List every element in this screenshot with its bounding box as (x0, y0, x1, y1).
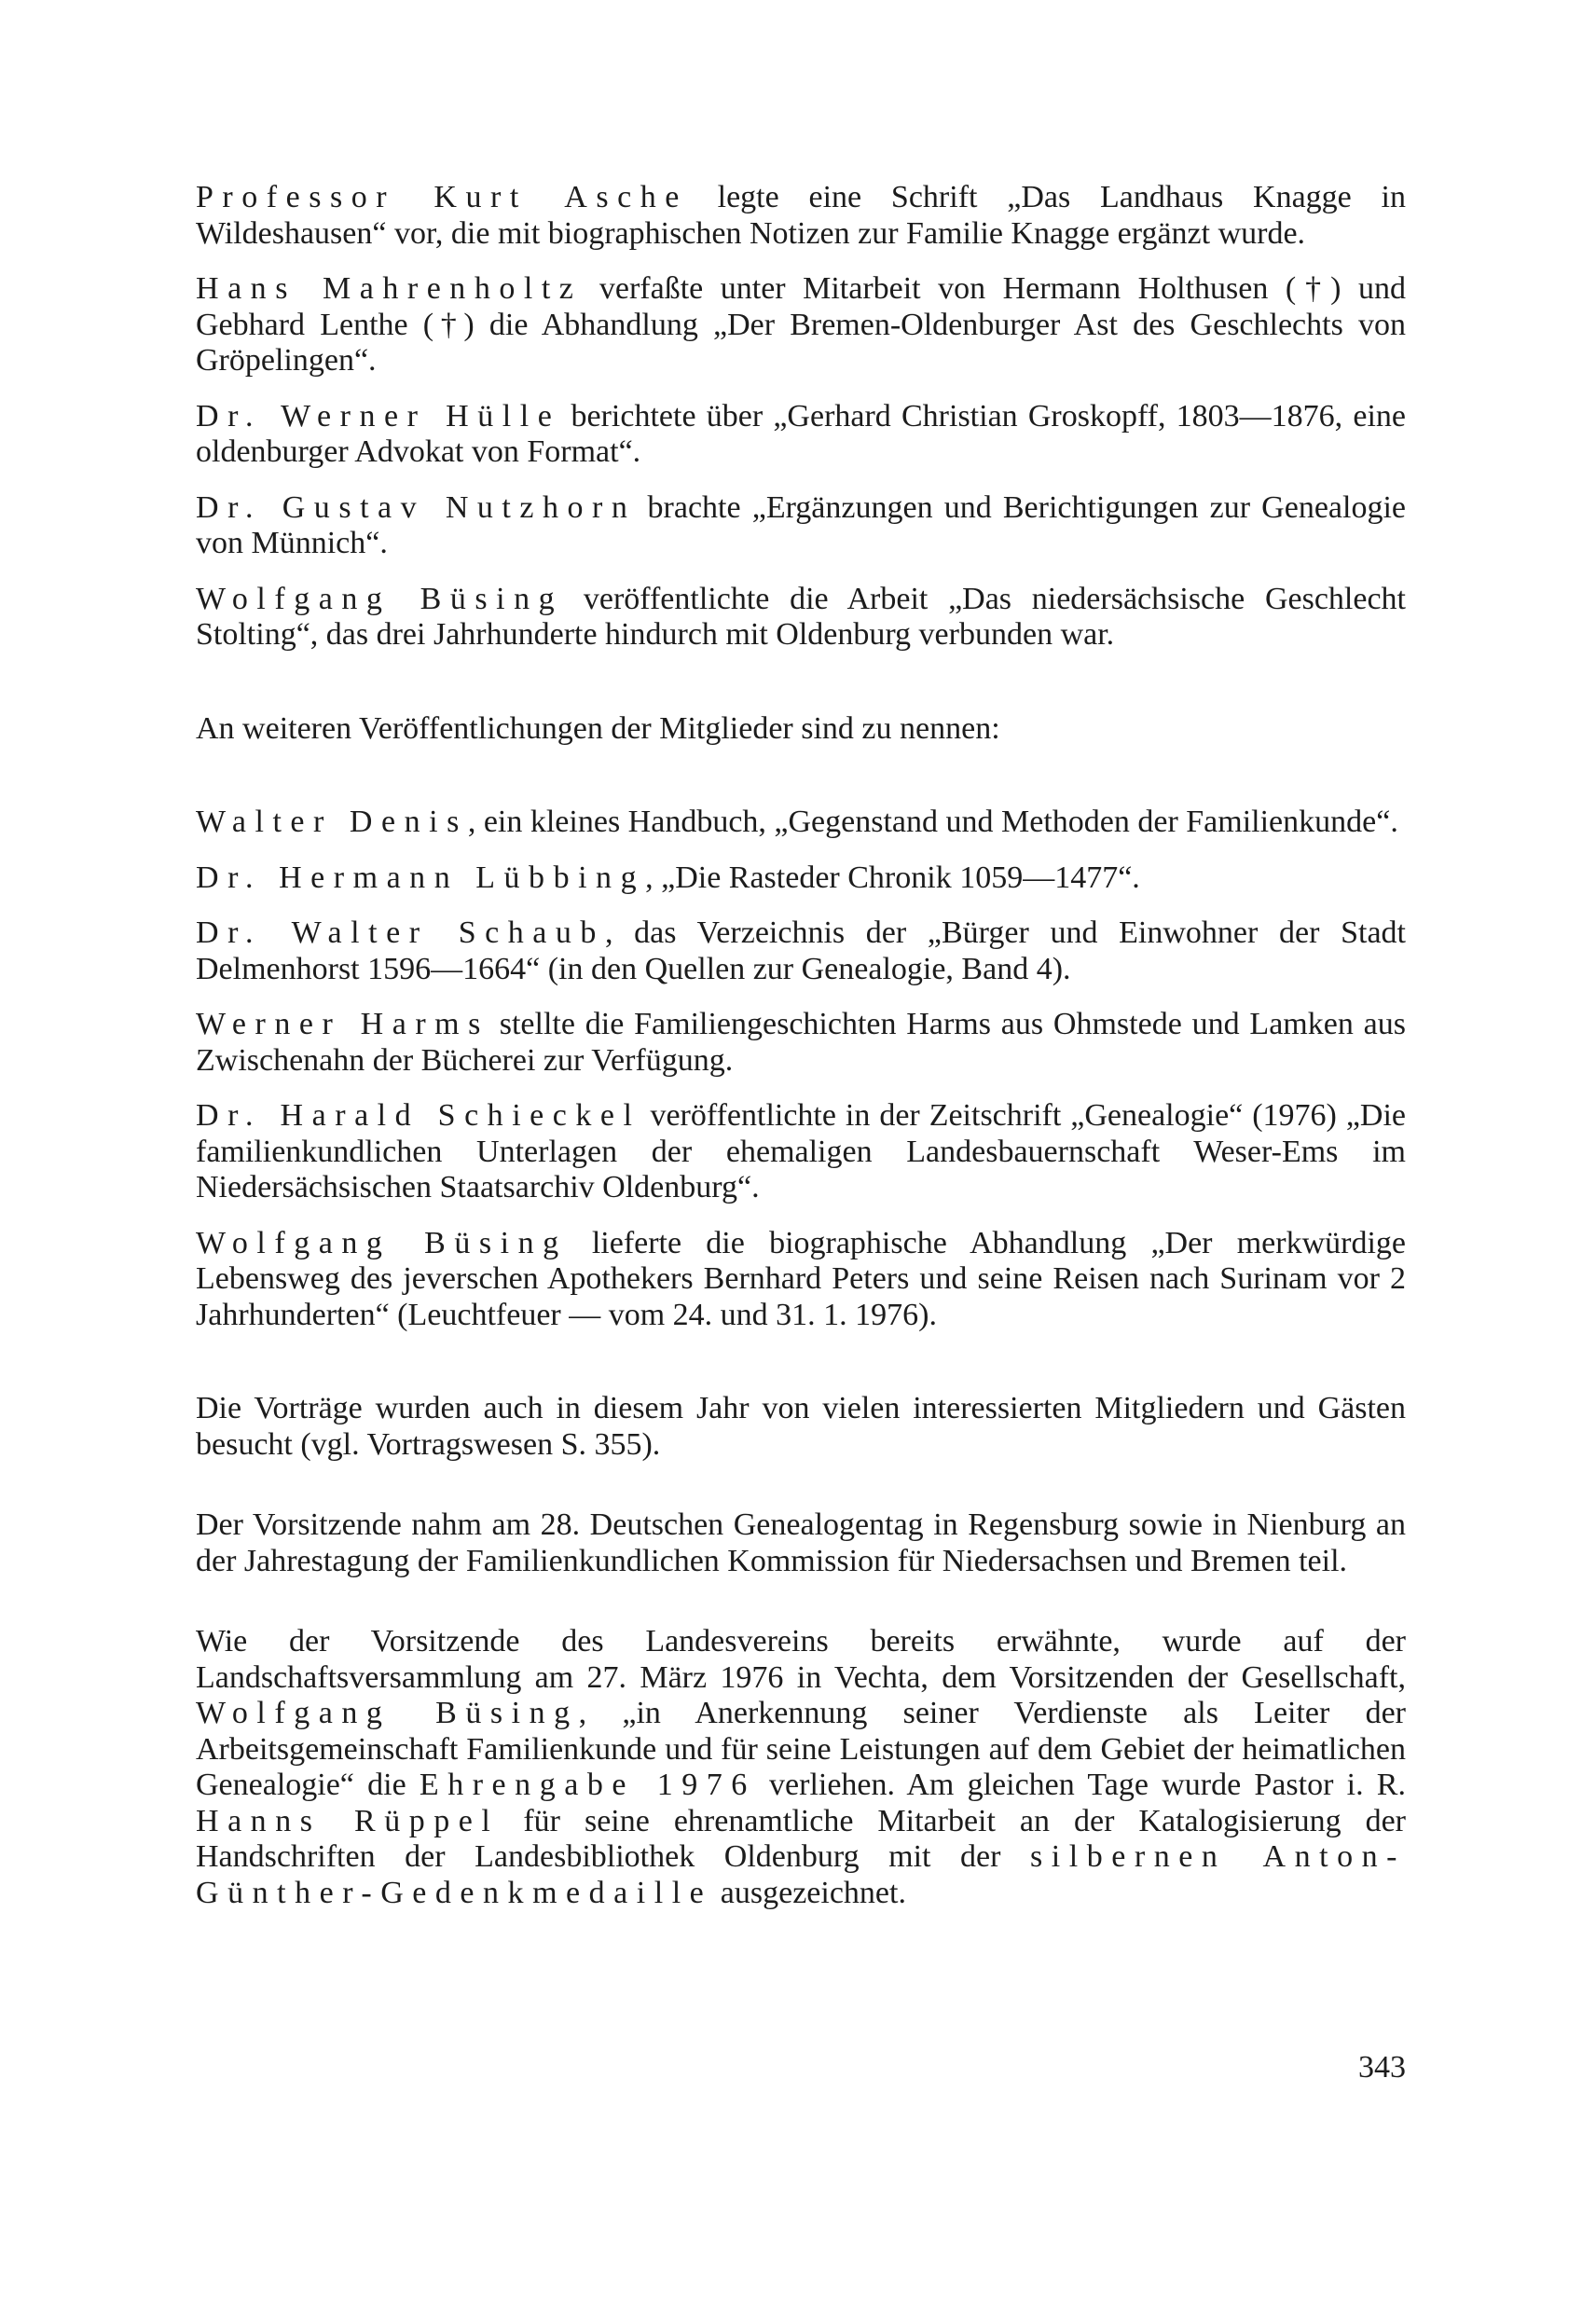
p-vorsitzende (196, 1507, 1406, 1579)
p-denis (196, 805, 1406, 841)
text-run: brachte „Ergänzungen und Berichtigungen zur Genealogie von Münnich“. (196, 489, 1406, 560)
p-weitere (196, 711, 1406, 748)
text-run: ausgezeichnet. (712, 1875, 906, 1910)
spaced-name: Wolfgang Büsing (196, 1696, 579, 1730)
p-nutzhorn (196, 490, 1406, 562)
text-run: veröffentlichte die Arbeit „Das niedersächsische Geschlecht Stolting“, das drei Jahrhunderte hindurch mit Oldenburg verbunden war. (196, 581, 1407, 652)
p-schaub (196, 915, 1406, 987)
text-run: veröffentlichte in der Zeitschrift „Genealogie“ (1976) „Die familienkundlichen Unterlagen der ehemaligen Landesbauernschaft Weser-Ems im Niedersächsischen Staatsarchiv Oldenburg“. (196, 1098, 1406, 1204)
spaced-name: Hanns Rüppel (196, 1803, 500, 1838)
text-run: , ein kleines Handbuch, „Gegenstand und Methoden der Familienkunde“. (467, 805, 1398, 839)
spaced-name: Dr. Hermann Lübbing (196, 860, 646, 895)
text-run: für seine ehrenamtliche Mitarbeit an der Katalogisierung der Handschriften der Landesbibliothek Oldenburg mit der (196, 1803, 1406, 1874)
p-luebbing (196, 860, 1406, 897)
document-page (196, 180, 1406, 1931)
p-ehrengabe (196, 1624, 1406, 1911)
text-run: verfaßte unter Mitarbeit von Hermann Holthusen (†) und Gebhard Lenthe (†) die Abhandlung „Der Bremen-Oldenburger Ast des Geschlechts von Gröpelingen“. (196, 271, 1406, 378)
text-run: , das Verzeichnis der „Bürger und Einwohner der Stadt Delmenhorst 1596—1664“ (in den Quellen zur Genealogie, Band 4). (196, 915, 1406, 986)
spaced-name: Walter Denis (196, 805, 468, 839)
text-run: , „in Anerkennung seiner Verdienste als Leiter der Arbeitsgemeinschaft Familienkunde und für seine Leistungen auf dem Gebiet der heimatlichen Genealogie“ die (196, 1696, 1406, 1802)
spaced-name: Professor Kurt Asche (196, 180, 688, 214)
p-asche (196, 180, 1406, 252)
spaced-name: Ehrengabe 1976 (419, 1768, 756, 1802)
text-run: , „Die Rasteder Chronik 1059—1477“. (645, 860, 1140, 895)
p-huelle (196, 399, 1406, 471)
p-buesing-1 (196, 582, 1406, 654)
text-run: lieferte die biographische Abhandlung „Der merkwürdige Lebensweg des jeverschen Apothekers Bernhard Peters und seine Reisen nach Surinam vor 2 Jahrhunderten“ (Leuchtfeuer — vom 24. und 31. 1. 1976). (196, 1225, 1406, 1332)
text-run: Die Vorträge wurden auch in diesem Jahr von vielen interessierten Mitgliedern und Gästen besucht (vgl. Vortragswesen S. 355). (196, 1391, 1406, 1462)
text-run: Wie der Vorsitzende des Landesvereins bereits erwähnte, wurde auf der Landschaftsversammlung am 27. März 1976 in Vechta, dem Vorsitzenden der Gesellschaft, (196, 1624, 1406, 1695)
spaced-name: Wolfgang Büsing (196, 581, 564, 616)
p-vortraege (196, 1391, 1406, 1463)
p-harms (196, 1007, 1406, 1079)
text-run: berichtete über „Gerhard Christian Groskopff, 1803—1876, eine oldenburger Advokat von Format“. (196, 398, 1406, 469)
text-run: Der Vorsitzende nahm am 28. Deutschen Genealogentag in Regensburg sowie in Nienburg an der Jahrestagung der Familienkundlichen Kommission für Niedersachsen und Bremen teil. (196, 1507, 1406, 1578)
p-schieckel (196, 1098, 1406, 1206)
p-buesing-2 (196, 1226, 1406, 1334)
text-run: stellte die Familiengeschichten Harms aus Ohmstede und Lamken aus Zwischenahn der Bücherei zur Verfügung. (196, 1007, 1406, 1078)
spaced-name: Dr. Harald Schieckel (196, 1098, 641, 1133)
p-mahrenholtz (196, 271, 1406, 379)
text-run: An weiteren Veröffentlichungen der Mitglieder sind zu nennen: (196, 710, 1000, 746)
text-run: legte eine Schrift „Das Landhaus Knagge in Wildeshausen“ vor, die mit biographischen Notizen zur Familie Knagge ergänzt wurde. (196, 180, 1406, 251)
spaced-name: Dr. Gustav Nutzhorn (196, 489, 637, 525)
page-number: 343 (1358, 2050, 1406, 2085)
spaced-name: Dr. Werner Hülle (196, 398, 561, 434)
spaced-name: Wolfgang Büsing (196, 1225, 568, 1260)
spaced-name: silbernen Anton-Günther-Gedenkmedaille (196, 1839, 1406, 1910)
text-run: verliehen. Am gleichen Tage wurde Pastor i. R. (755, 1768, 1406, 1802)
spaced-name: Hans Mahrenholtz (196, 271, 583, 306)
spaced-name: Werner Harms (196, 1007, 489, 1041)
spaced-name: Dr. Walter Schaub (196, 915, 605, 950)
